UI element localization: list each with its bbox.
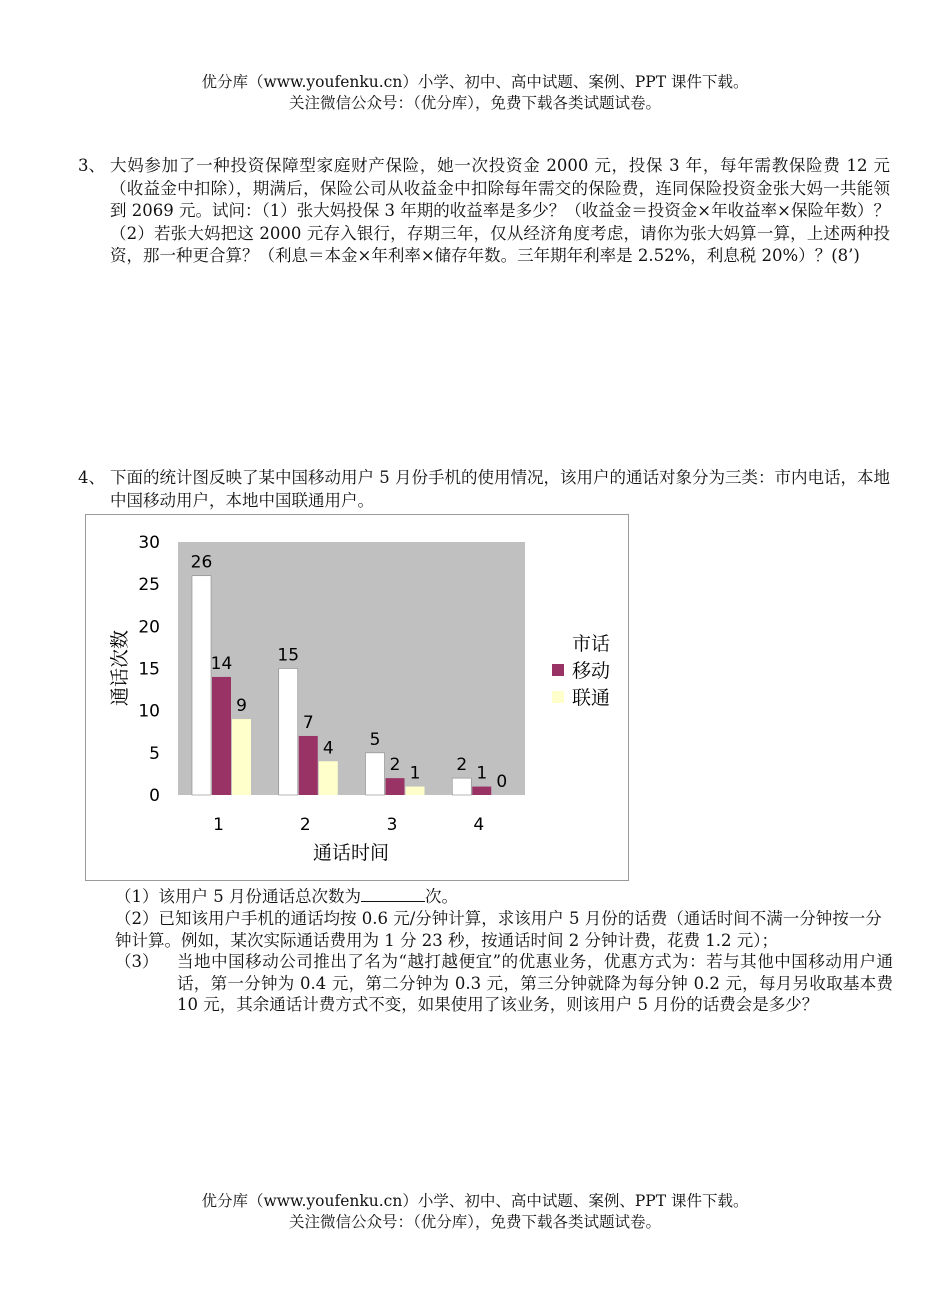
y-tick-label: 15	[138, 659, 160, 680]
legend-swatch	[552, 691, 564, 703]
question-3-number: 3、	[78, 156, 105, 175]
bar-chart	[85, 514, 629, 881]
bar-value-label: 26	[190, 552, 213, 573]
legend	[552, 633, 610, 709]
bar-value-label: 0	[496, 772, 508, 792]
bar	[279, 669, 298, 796]
part-1-text-after: 次。	[425, 887, 458, 906]
bar-value-label: 5	[369, 729, 381, 750]
bar-value-label: 14	[210, 653, 233, 674]
part-3-label: （3）	[115, 952, 159, 971]
question-4	[78, 467, 890, 512]
legend-entry: 市话	[572, 633, 611, 655]
x-tick-label: 4	[473, 815, 485, 835]
page-header	[0, 72, 950, 114]
bar-value-label: 4	[322, 738, 334, 759]
question-4-part-2	[115, 908, 893, 951]
y-tick-label: 20	[138, 617, 160, 638]
bar	[386, 778, 405, 795]
page-footer	[0, 1191, 950, 1233]
bar	[212, 677, 231, 795]
x-tick-label: 3	[386, 815, 398, 835]
x-tick-label: 2	[299, 815, 311, 835]
header-line-2: 关注微信公众号：（优分库），免费下载各类试题试卷。	[288, 94, 661, 112]
bar	[472, 787, 491, 795]
y-tick-label: 30	[138, 533, 160, 553]
x-tick-label: 1	[213, 815, 224, 835]
bar-value-label: 15	[277, 645, 300, 666]
question-3-text: 大妈参加了一种投资保障型家庭财产保险，她一次投资金 2000 元，投保 3 年，每年需教保险费 12 元（收益金中扣除），期满后，保险公司从收益金中扣除每年需交的保险费，连同保险投资金张大妈一共能领到 2069 元。试问：（1）张大妈投保 3 年期的收益率是多少？（收益金＝投资金×年收益率×保险年数）？（2）若张大妈把这 2000 元存入银行，存期三年，仅从经济角度考虑，请你为张大妈算一算，上述两种投资，那一种更合算？（利息＝本金×年利率×储存年数。三年期年利率是 2.52%，利息税 20%）？(8’)	[110, 156, 890, 266]
bar	[452, 778, 471, 795]
header-line-1: 优分库（www.youfenku.cn）小学、初中、高中试题、案例、PPT 课件下载。	[201, 73, 749, 91]
bar	[319, 761, 338, 795]
footer-line-1: 优分库（www.youfenku.cn）小学、初中、高中试题、案例、PPT 课件下载。	[201, 1192, 749, 1210]
y-tick-label: 5	[149, 743, 160, 764]
x-axis-label: 通话时间	[312, 842, 390, 864]
answer-blank[interactable]	[361, 887, 425, 902]
question-4-text: 下面的统计图反映了某中国移动用户 5 月份手机的使用情况，该用户的通话对象分为三类：市内电话，本地中国移动用户，本地中国联通用户。	[110, 468, 890, 510]
y-tick-label: 10	[138, 701, 160, 722]
footer-line-2: 关注微信公众号：（优分库），免费下载各类试题试卷。	[288, 1213, 661, 1231]
bar-value-label: 1	[409, 763, 421, 784]
legend-swatch	[552, 664, 564, 676]
question-4-number: 4、	[78, 468, 105, 487]
question-3	[78, 155, 890, 268]
legend-entry: 移动	[572, 660, 611, 682]
y-tick-label: 25	[138, 575, 160, 596]
part-1-text-before: （1）该用户 5 月份通话总次数为	[115, 887, 361, 906]
bar	[192, 576, 211, 795]
bar-value-label: 1	[476, 763, 488, 784]
bar-value-label: 9	[236, 696, 247, 717]
legend-entry: 联通	[572, 687, 611, 709]
bar	[366, 753, 385, 795]
bar-value-label: 2	[456, 755, 468, 776]
bar	[406, 787, 425, 795]
question-4-part-3	[115, 951, 893, 1016]
bar-chart-svg	[86, 515, 628, 880]
part-2-text: （2）已知该用户手机的通话均按 0.6 元/分钟计算，求该用户 5 月份的话费（通话时间不满一分钟按一分钟计算。例如，某次实际通话费用为 1 分 23 秒，按通话时间 2 分钟计费，花费 1.2 元）；	[115, 909, 882, 950]
bar	[299, 736, 318, 795]
y-tick-label: 0	[149, 786, 160, 806]
bar-value-label: 7	[302, 712, 314, 733]
question-4-part-1	[115, 886, 893, 908]
part-3-text: 当地中国移动公司推出了名为“越打越便宜”的优惠业务，优惠方式为：若与其他中国移动用户通话，第一分钟为 0.4 元，第二分钟为 0.3 元，第三分钟就降为每分钟 0.2 元，每月另收取基本费 10 元，其余通话计费方式不变，如果使用了该业务，则该用户 5 月份的话费会是多少？	[177, 952, 893, 1014]
bar-value-label: 2	[389, 755, 401, 776]
y-axis-label: 通话次数	[109, 629, 131, 707]
bar	[232, 719, 251, 795]
